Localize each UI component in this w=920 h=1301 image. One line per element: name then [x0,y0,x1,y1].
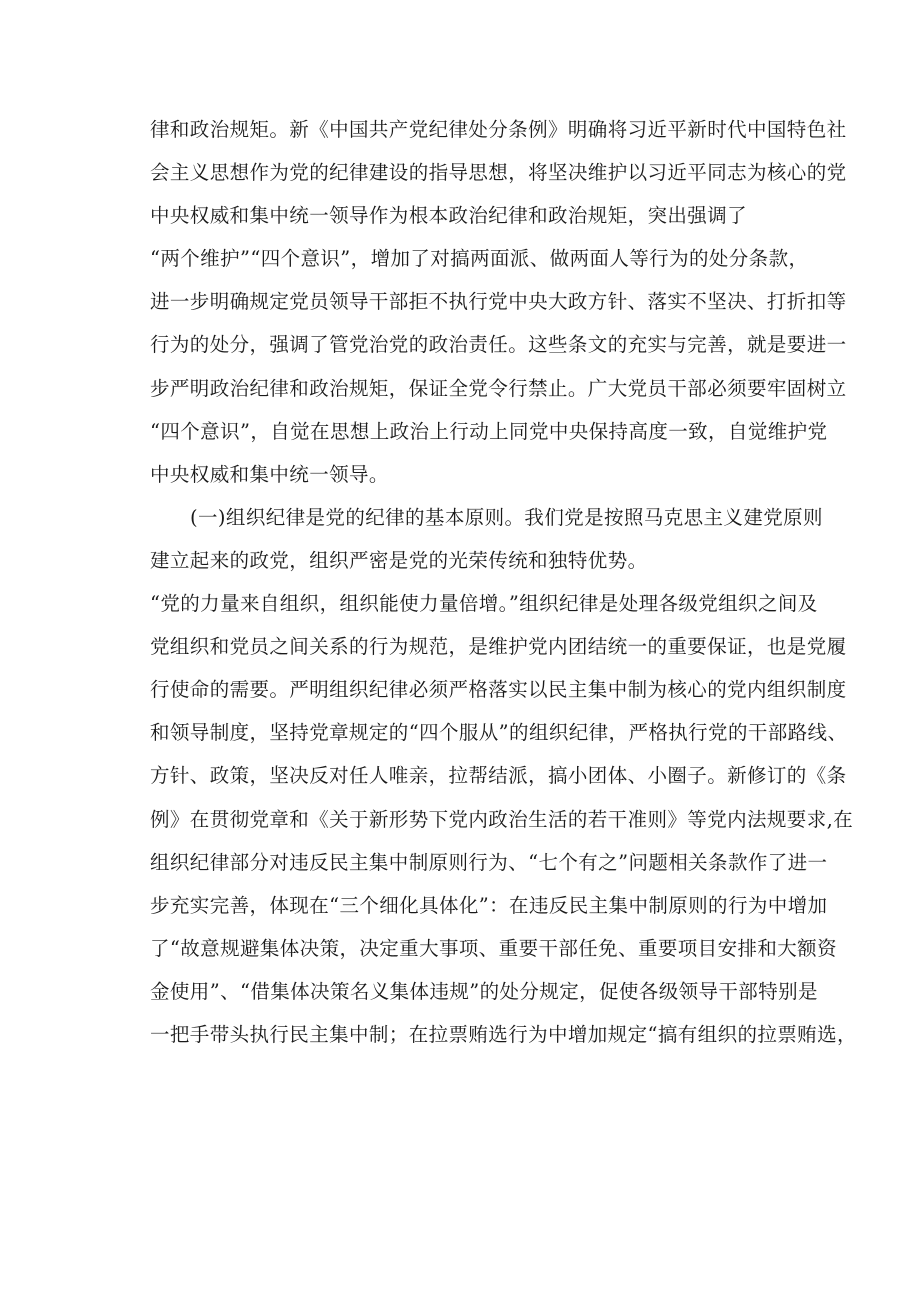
text-line: 党组织和党员之间关系的行为规范，是维护党内团结统一的重要保证，也是党履 [150,635,847,659]
text-line: 会主义思想作为党的纪律建设的指导思想，将坚决维护以习近平同志为核心的党 [150,161,847,185]
text-line: 律和政治规矩。新《中国共产党纪律处分条例》明确将习近平新时代中国特色社 [150,118,847,141]
text-line: 中央权威和集中统一领导。 [150,462,389,486]
text-line: 一把手带头执行民主集中制；在拉票贿选行为中增加规定“搞有组织的拉票贿选， [150,1022,857,1046]
text-line: 例》在贯彻党章和《关于新形势下党内政治生活的若干准则》等党内法规要求,在 [150,807,854,831]
text-line: 和领导制度，坚持党章规定的“四个服从”的组织纪律，严格执行党的干部路线、 [150,721,848,745]
text-line: “两个维护”“四个意识”，增加了对搞两面派、做两面人等行为的处分条款， [150,247,809,271]
text-line: 行为的处分，强调了管党治党的政治责任。这些条文的充实与完善，就是要进一 [150,333,847,357]
text-line: 行使命的需要。严明组织纪律必须严格落实以民主集中制为核心的党内组织制度 [150,678,847,702]
text-line: 步充实完善，体现在“三个细化具体化”：在违反民主集中制原则的行为中增加 [150,893,828,917]
text-line: 方针、政策，坚决反对任人唯亲，拉帮结派，搞小团体、小圈子。新修订的《条 [150,764,847,788]
text-line: 中央权威和集中统一领导作为根本政治纪律和政治规矩，突出强调了 [150,204,748,228]
text-line: 建立起来的政党，组织严密是党的光荣传统和独特优势。 [150,548,648,572]
text-line: “四个意识”，自觉在思想上政治上行动上同党中央保持高度一致，自觉维护党 [150,419,828,443]
text-line: “党的力量来自组织，组织能使力量倍增。”组织纪律是处理各级党组织之间及 [150,592,818,616]
text-line: (一)组织纪律是党的纪律的基本原则。我们党是按照马克思主义建党原则 [190,505,823,529]
text-line: 进一步明确规定党员领导干部拒不执行党中央大政方针、落实不坚决、打折扣等 [150,290,847,314]
text-line: 步严明政治纪律和政治规矩，保证全党令行禁止。广大党员干部必须要牢固树立 [150,376,847,400]
text-line: 了“故意规避集体决策，决定重大事项、重要干部任免、重要项目安排和大额资 [150,936,837,960]
body-text [150,108,857,1056]
text-line: 金使用”、“借集体决策名义集体违规”的处分规定，促使各级领导干部特别是 [150,979,818,1003]
text-line: 组织纪律部分对违反民主集中制原则行为、“七个有之”问题相关条款作了进一 [150,850,828,874]
